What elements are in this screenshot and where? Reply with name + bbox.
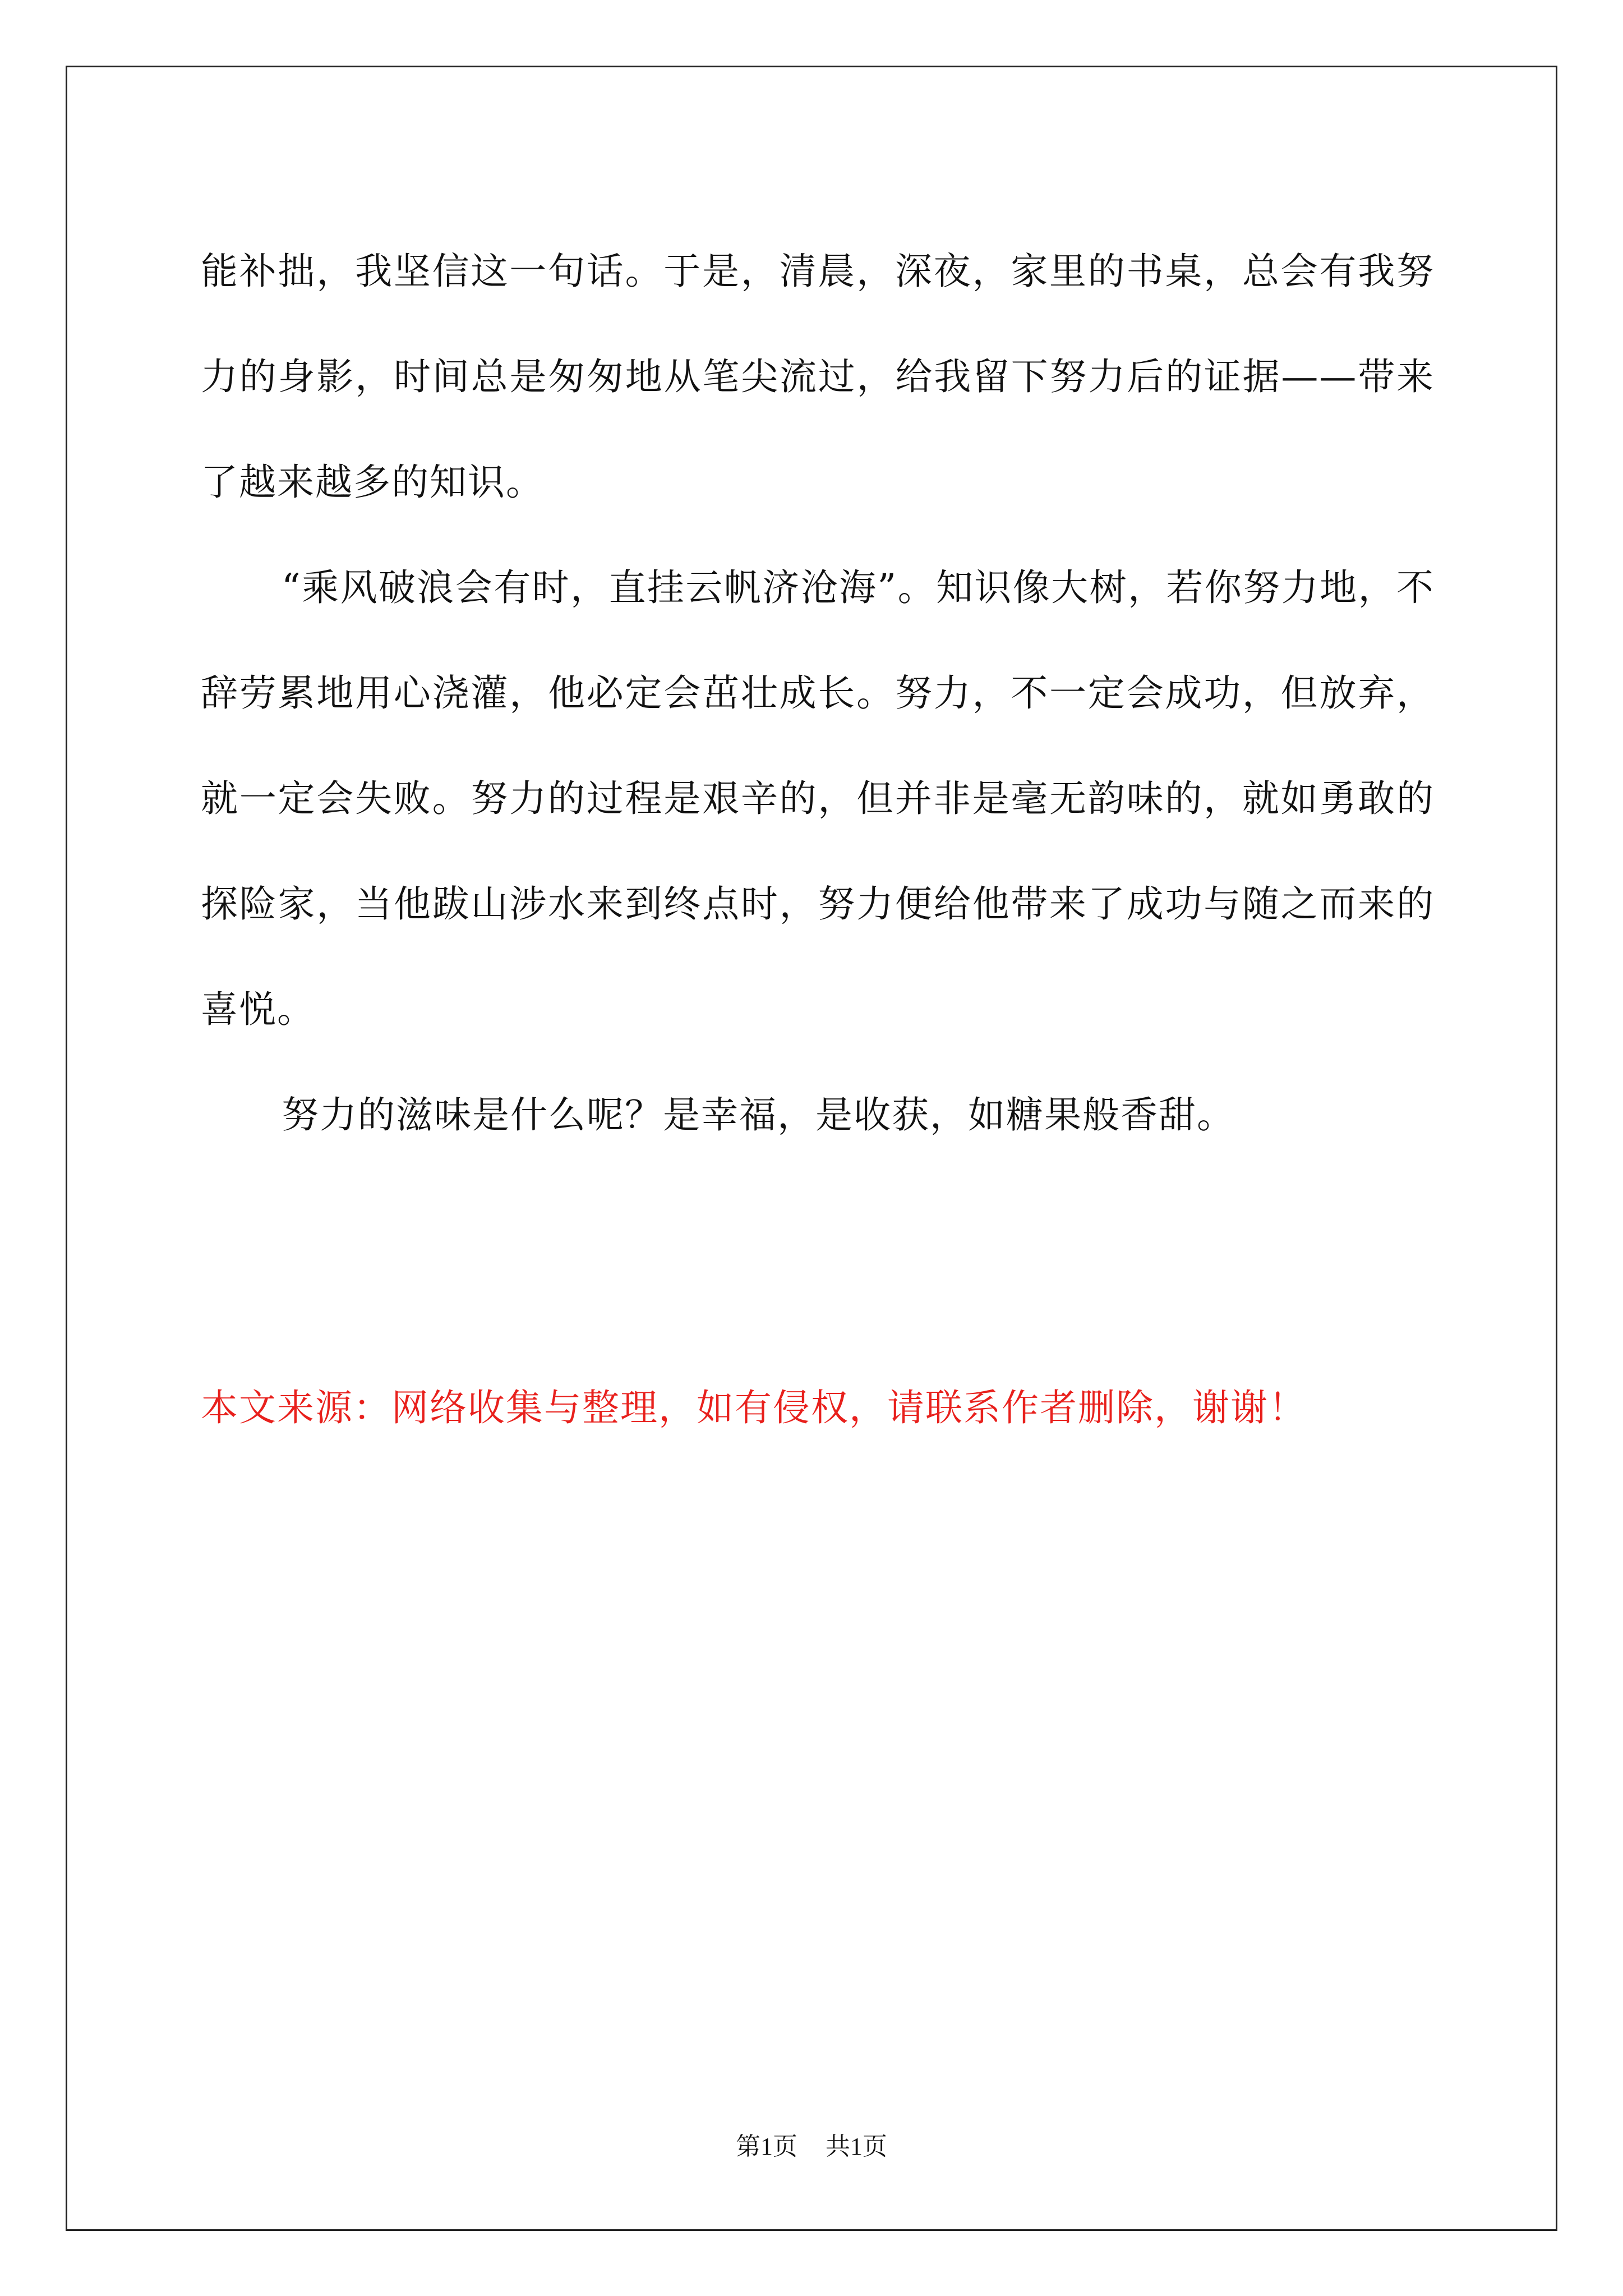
current-page-label: 第1页 xyxy=(736,2133,797,2160)
page-footer xyxy=(0,2130,1623,2164)
total-pages-label: 共1页 xyxy=(826,2133,887,2160)
source-disclaimer: 本文来源：网络收集与整理，如有侵权，请联系作者删除，谢谢！ xyxy=(201,1386,1307,1429)
paragraph-2: “乘风破浪会有时，直挂云帆济沧海”。知识像大树，若你努力地，不辞劳累地用心浇灌，他必定会茁壮成长。努力，不一定会成功，但放弃，就一定会失败。努力的过程是艰辛的，但并非是毫无韵味的，就如勇敢的探险家，当他跋山涉水来到终点时，努力便给他带来了成功与随之而来的喜悦。 xyxy=(201,566,1435,1031)
paragraph-1: 能补拙，我坚信这一句话。于是，清晨，深夜，家里的书桌，总会有我努力的身影，时间总是匆匆地从笔尖流过，给我留下努力后的证据——带来了越来越多的知识。 xyxy=(201,250,1435,504)
paragraph-3: 努力的滋味是什么呢？是幸福，是收获，如糖果般香甜。 xyxy=(282,1093,1235,1137)
article-body xyxy=(201,219,1435,1168)
